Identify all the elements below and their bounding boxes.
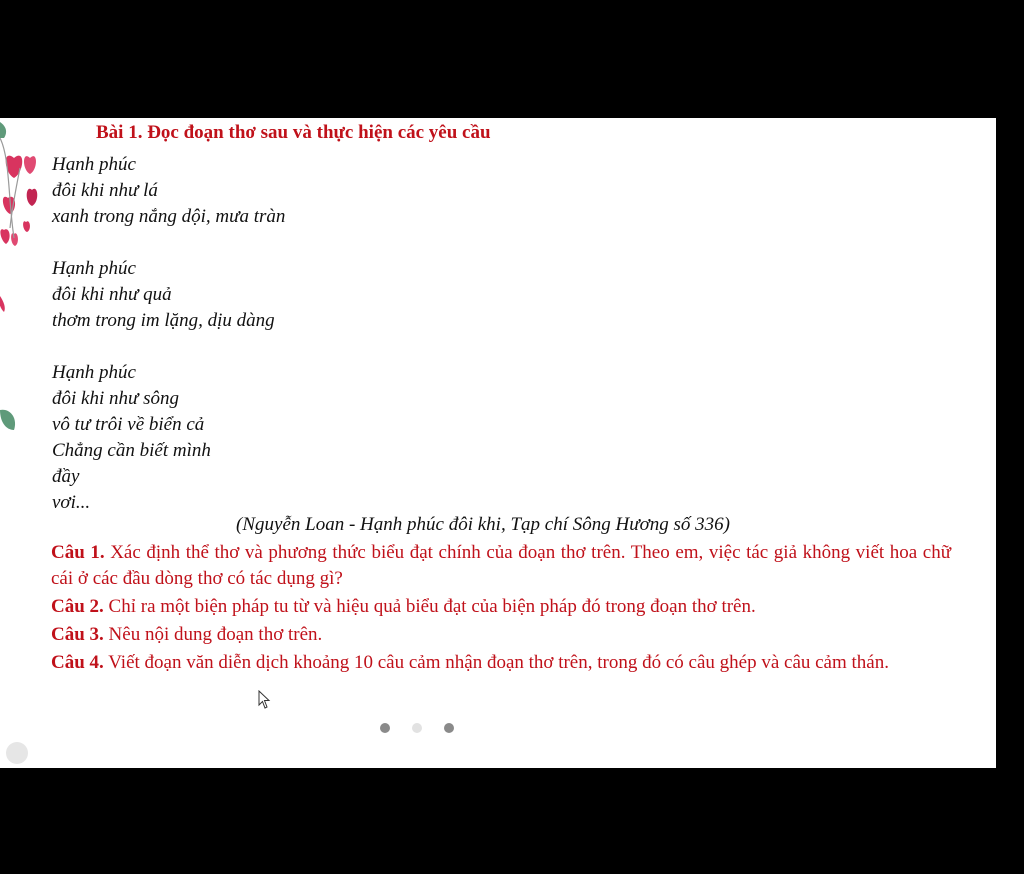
poem-line: Hạnh phúc: [52, 258, 136, 279]
question-label: Câu 1.: [51, 542, 105, 563]
pager-dot[interactable]: [412, 723, 422, 733]
exercise-title: Bài 1. Đọc đoạn thơ sau và thực hiện các yêu cầu: [96, 122, 491, 143]
pager-dot[interactable]: [380, 723, 390, 733]
question-1: [51, 540, 951, 592]
question-4: [51, 650, 951, 676]
question-text: Xác định thể thơ và phương thức biểu đạt chính của đoạn thơ trên. Theo em, việc tác giả không viết hoa chữ cái ở các đầu dòng thơ có tác dụng gì?: [51, 542, 951, 589]
slide-pager: [380, 723, 460, 737]
question-label: Câu 4.: [51, 652, 104, 673]
poem: [52, 152, 285, 542]
poem-line: vô tư trôi về biển cả: [52, 414, 205, 435]
poem-stanza: [52, 152, 285, 230]
poem-stanza: [52, 256, 285, 334]
poem-line: Hạnh phúc: [52, 154, 136, 175]
question-text: Viết đoạn văn diễn dịch khoảng 10 câu cảm nhận đoạn thơ trên, trong đó có câu ghép và câu cảm thán.: [103, 652, 889, 673]
question-label: Câu 2.: [51, 596, 104, 617]
poem-line: xanh trong nắng dội, mưa tràn: [52, 206, 286, 227]
question-2: [51, 594, 951, 620]
watermark-badge-icon: [6, 742, 28, 764]
poem-line: đôi khi như quả: [52, 284, 172, 305]
poem-stanza: [52, 360, 285, 516]
poem-source: (Nguyễn Loan - Hạnh phúc đôi khi, Tạp chí Sông Hương số 336): [236, 514, 730, 535]
question-text: Chỉ ra một biện pháp tu từ và hiệu quả biểu đạt của biện pháp đó trong đoạn thơ trên.: [103, 596, 756, 617]
question-3: [51, 622, 951, 648]
poem-line: vơi...: [52, 492, 91, 513]
poem-line: đầy: [52, 466, 80, 487]
poem-line: đôi khi như lá: [52, 180, 158, 201]
pager-dot[interactable]: [444, 723, 454, 733]
question-text: Nêu nội dung đoạn thơ trên.: [103, 624, 323, 645]
poem-line: Chẳng cần biết mình: [52, 440, 211, 461]
question-label: Câu 3.: [51, 624, 104, 645]
question-list: [51, 540, 951, 678]
mouse-cursor-icon: [258, 690, 272, 710]
poem-line: Hạnh phúc: [52, 362, 136, 383]
poem-line: đôi khi như sông: [52, 388, 179, 409]
poem-line: thơm trong im lặng, dịu dàng: [52, 310, 275, 331]
slide: [0, 118, 996, 768]
